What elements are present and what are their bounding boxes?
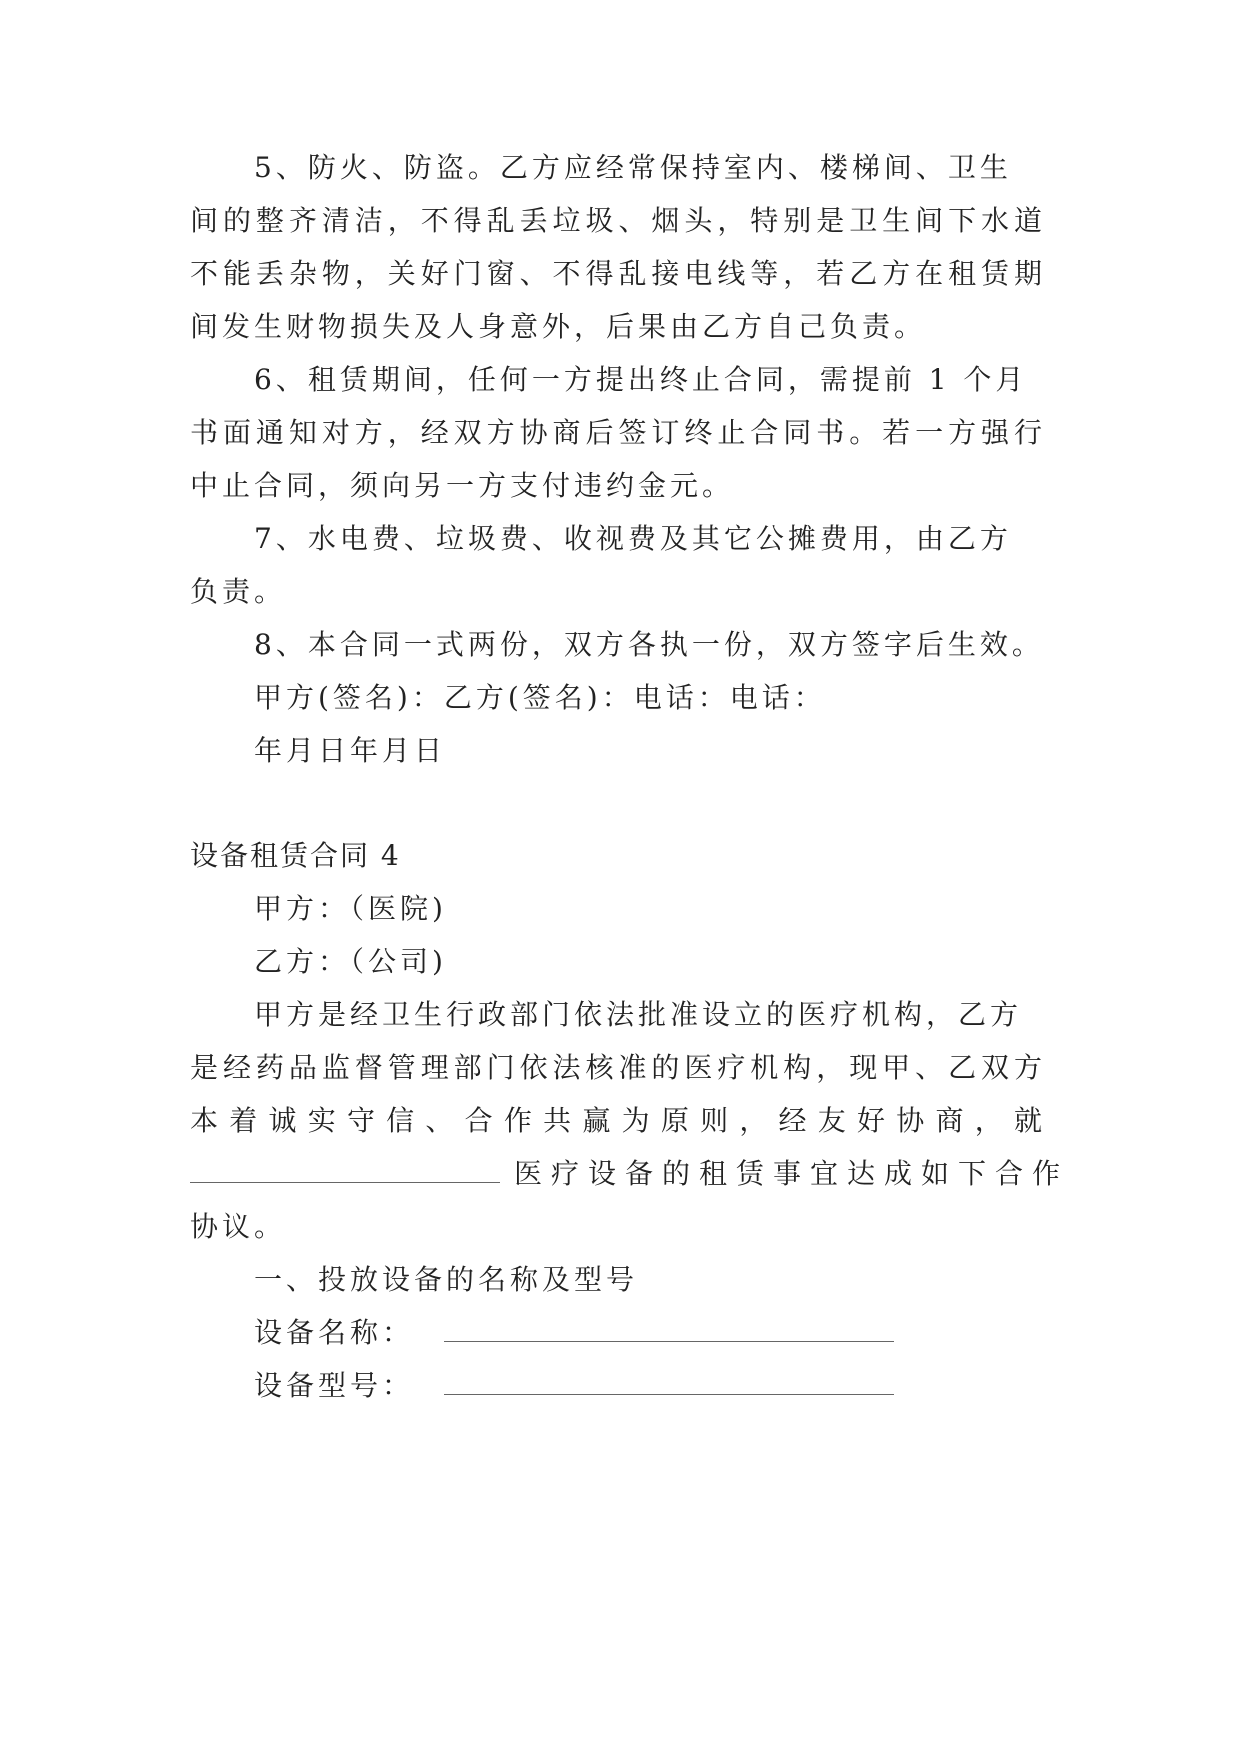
contract4-intro-line-2: 是经药品监督管理部门依法核准的医疗机构，现甲、乙双方 — [190, 1051, 1046, 1084]
contract4-intro-line-5: 协议。 — [190, 1210, 287, 1243]
equipment-name-blank — [444, 1319, 894, 1342]
clause8-line: 8、本合同一式两份，双方各执一份，双方签字后生效。 — [254, 628, 1044, 661]
clause6-line-3: 中止合同，须向另一方支付违约金元。 — [190, 469, 735, 502]
clause5-line-2: 间的整齐清洁，不得乱丢垃圾、烟头，特别是卫生间下水道 — [190, 204, 1046, 237]
equipment-model-row — [254, 1366, 1114, 1406]
contract4-intro-line-4-text: 医疗设备的租赁事宜达成如下合作 — [514, 1157, 1070, 1190]
equipment-name-label: 设备名称： — [254, 1316, 415, 1349]
equipment-model-label: 设备型号： — [254, 1369, 415, 1402]
clause7-line-1: 7、水电费、垃圾费、收视费及其它公摊费用，由乙方 — [254, 522, 1012, 555]
clause6-line-1: 6、租赁期间，任何一方提出终止合同，需提前 1 个月 — [254, 363, 1028, 396]
clause5-line-4: 间发生财物损失及人身意外，后果由乙方自己负责。 — [190, 310, 927, 343]
equipment-model-blank — [444, 1372, 894, 1395]
equipment-name-row — [254, 1313, 1114, 1353]
signature-line: 甲方(签名)：乙方(签名)：电话：电话： — [254, 681, 826, 714]
contract4-title: 设备租赁合同 4 — [190, 839, 401, 872]
clause5-line-1: 5、防火、防盗。乙方应经常保持室内、楼梯间、卫生 — [254, 151, 1012, 184]
contract4-party-a: 甲方：（医院) — [254, 892, 447, 925]
date-line: 年月日年月日 — [254, 734, 447, 767]
clause5-line-3: 不能丢杂物，关好门窗、不得乱接电线等，若乙方在租赁期 — [190, 257, 1046, 290]
contract4-party-b: 乙方：（公司) — [254, 945, 447, 978]
section1-title: 一、投放设备的名称及型号 — [254, 1263, 639, 1296]
clause6-line-2: 书面通知对方，经双方协商后签订终止合同书。若一方强行 — [190, 416, 1046, 449]
contract4-intro-line-3: 本着诚实守信、合作共赢为原则，经友好协商，就 — [190, 1104, 1046, 1137]
blank-underline — [190, 1160, 500, 1183]
contract4-intro-line-4 — [190, 1154, 1070, 1194]
contract4-intro-line-1: 甲方是经卫生行政部门依法批准设立的医疗机构，乙方 — [254, 998, 1023, 1031]
clause7-line-2: 负责。 — [190, 575, 287, 608]
